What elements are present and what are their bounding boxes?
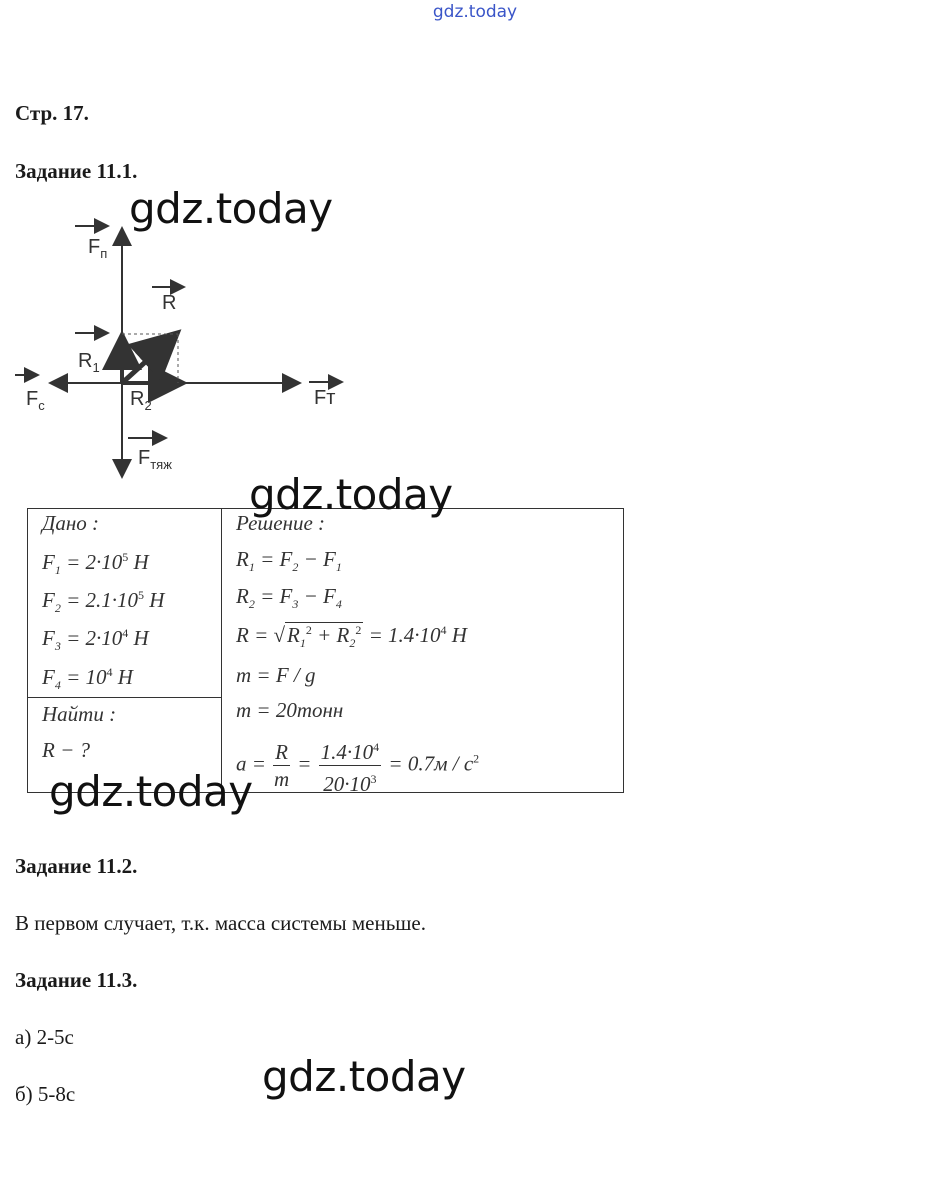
given-header: Дано : (42, 511, 100, 535)
task-11-3-answer-b: б) 5-8с (15, 1082, 76, 1106)
watermark: gdz.today (129, 184, 333, 233)
task-11-2-answer: В первом случает, т.к. масса системы меньше. (15, 911, 427, 935)
task-11-2-title: Задание 11.2. (15, 854, 138, 878)
force-thrust-label: Fт (314, 387, 336, 409)
solution-line-2: $R_2 = F_3 - F_4$ (236, 584, 342, 612)
r1-label: $R_1$ (78, 350, 100, 375)
solution-line-4: m = F / g (236, 663, 316, 687)
solution-line-6: a = $\frac{R}{m}$ = $\frac{1.4\cdot 10^4}{20\cdot 10^3}$ = $0.7м / с^2$ (236, 734, 479, 797)
given-row: $F_1 = 2\cdot 10^5$ H (42, 550, 149, 578)
find-value: R − ? (42, 738, 90, 762)
solution-line-3: $R = √R_1^2 + R_2^2 = 1.4\cdot 10^4$ H (236, 623, 467, 651)
resultant-arrow (122, 336, 174, 383)
given-row: $F_4 = 10^4$ H (42, 665, 133, 693)
force-resistance-label: $F_с$ (26, 388, 45, 413)
watermark: gdz.today (49, 767, 253, 816)
force-normal-label: $F_п$ (88, 236, 108, 261)
resultant-label: R (162, 292, 177, 314)
force-diagram (0, 190, 380, 490)
task-11-3-answer-a: а) 2-5с (15, 1025, 74, 1049)
page-title: Стр. 17. (15, 101, 89, 125)
given-row: $F_3 = 2\cdot 10^4$ H (42, 626, 149, 654)
find-header: Найти : (42, 702, 117, 726)
task-11-3-title: Задание 11.3. (15, 968, 138, 992)
watermark: gdz.today (262, 1052, 466, 1101)
solution-header: Решение : (236, 511, 326, 535)
watermark: gdz.today (249, 470, 453, 519)
task-11-1-title: Задание 11.1. (15, 159, 138, 183)
force-gravity-label: $F_{тяж}$ (138, 447, 172, 472)
solution-line-5: m = 20тонн (236, 698, 344, 722)
table-divider-horizontal (27, 697, 222, 698)
solution-line-1: $R_1 = F_2 - F_1$ (236, 547, 342, 575)
top-watermark: gdz.today (432, 2, 518, 22)
table-divider-vertical (221, 508, 222, 793)
given-row: $F_2 = 2.1\cdot 10^5$ H (42, 588, 165, 616)
r2-label: $R_2$ (130, 388, 152, 413)
